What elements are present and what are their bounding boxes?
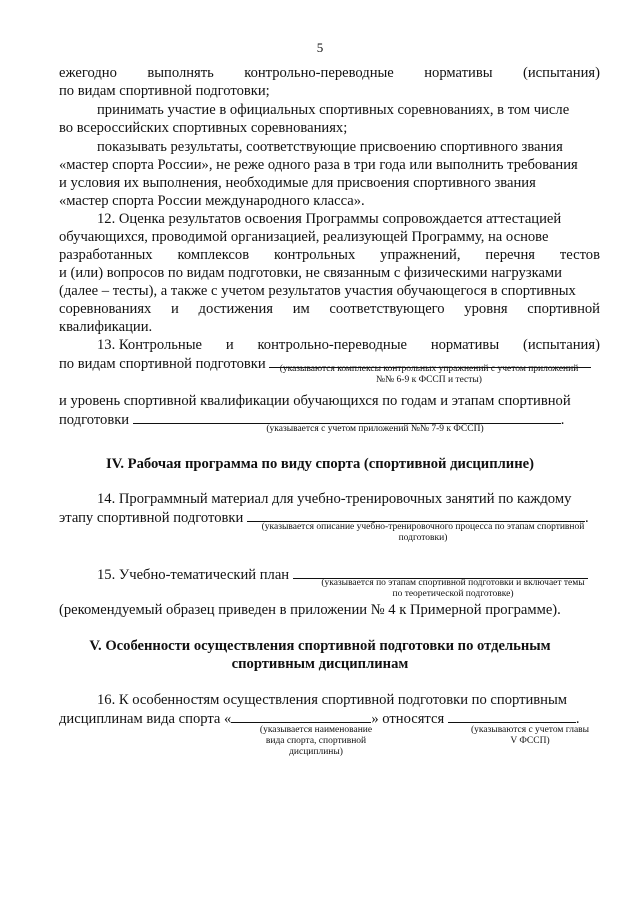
section-4-title: IV. Рабочая программа по виду спорта (спортивной дисциплине) [106, 456, 534, 472]
p3-line-1: показывать результаты, соответствующие присвоению спортивного звания [97, 139, 563, 155]
p16-note-right: (указываются с учетом главы V ФССП) [470, 725, 590, 746]
p12-line-2: обучающихся, проводимой организацией, реализующей Программу, на основе [59, 229, 549, 245]
p14-note: (указывается описание учебно-тренировочного процесса по этапам спортивной подготовки) [261, 522, 585, 543]
p16-line-1: 16. К особенностям осуществления спортивной подготовки по спортивным [97, 692, 568, 708]
p2-line-2: во всероссийских спортивных соревнованиях; [59, 120, 348, 136]
p12-line-7: квалификации. [59, 319, 153, 335]
p14-line-2: этапу спортивной подготовки . [59, 510, 589, 526]
p2-line-1: принимать участие в официальных спортивных соревнованиях, в том числе [97, 102, 570, 118]
p3-line-4: «мастер спорта России международного класса». [59, 193, 365, 209]
p13-line-1: 13. Контрольные и контрольно-переводные нормативы (испытания) [97, 337, 600, 353]
p13-line-4: подготовки . [59, 412, 565, 428]
p16-line-2: дисциплинам вида спорта « » относятся . [59, 711, 580, 727]
section-5-title-line-1: V. Особенности осуществления спортивной подготовки по отдельным [89, 638, 551, 654]
p14-blank [247, 508, 585, 522]
p12-line-4: и (или) вопросов по видам подготовки, не связанным с физическими нагрузками [59, 265, 562, 281]
p15-note: (указывается по этапам спортивной подготовки и включает темы по теоретической подготовке) [321, 578, 585, 599]
p16-note-left: (указывается наименование вида спорта, спортивной дисциплины) [259, 725, 373, 757]
p1-line-1: ежегодно выполнять контрольно-переводные нормативы (испытания) [59, 65, 600, 81]
p12-line-1: 12. Оценка результатов освоения Программы сопровождается аттестацией [97, 211, 562, 227]
p13-note-2: (указывается с учетом приложений №№ 7-9 к ФССП) [266, 424, 484, 434]
p13-note-1: (указываются комплексы контрольных упражнений с учетом приложений №№ 6-9 к ФССП и тесты) [279, 364, 579, 385]
p12-line-6: соревнованиях и достижения им соответствующего уровня спортивной [59, 301, 600, 317]
p12-line-5: (далее – тесты), а также с учетом результатов участия обучающегося в спортивных [59, 283, 576, 299]
p15-line-2: (рекомендуемый образец приведен в приложении № 4 к Примерной программе). [59, 602, 561, 618]
p16-blank-sport [231, 709, 371, 723]
section-5-title-line-2: спортивным дисциплинам [231, 656, 409, 672]
p12-line-3: разработанных комплексов контрольных упражнений, перечня тестов [59, 247, 600, 263]
p15-line-1: 15. Учебно-тематический план [97, 565, 588, 584]
p13-line-2: по видам спортивной подготовки [59, 354, 591, 373]
p3-line-2: «мастер спорта России», не реже одного раза в три года или выполнить требования [59, 157, 578, 173]
p16-blank-features [448, 709, 576, 723]
page-number: 5 [316, 40, 324, 55]
p15-blank [293, 565, 588, 579]
p13-blank-2 [133, 410, 561, 424]
p13-line-3: и уровень спортивной квалификации обучающихся по годам и этапам спортивной [59, 393, 571, 409]
p3-line-3: и условия их выполнения, необходимые для присвоения спортивного звания [59, 175, 536, 191]
p14-line-1: 14. Программный материал для учебно-тренировочных занятий по каждому [97, 491, 572, 507]
p1-line-2: по видам спортивной подготовки; [59, 83, 270, 99]
